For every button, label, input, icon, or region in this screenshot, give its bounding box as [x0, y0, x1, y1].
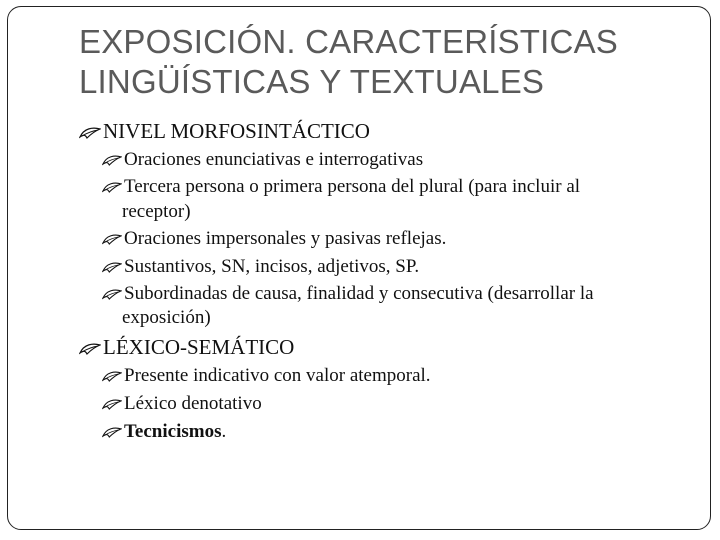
- list-item-text: Oraciones impersonales y pasivas reflejas.: [124, 228, 447, 249]
- section-heading-text: LÉXICO-SEMÁTICO: [103, 335, 295, 359]
- list-item-text: Subordinadas de causa, finalidad y consecutiva (desarrollar la: [124, 283, 594, 304]
- section-heading-text: NIVEL MORFOSINTÁCTICO: [103, 119, 370, 143]
- list-item-text: Presente indicativo con valor atemporal.: [124, 365, 431, 386]
- section-heading-morfosintactico: [79, 118, 370, 144]
- list-item-continuation: exposición): [122, 307, 211, 328]
- leaf-icon: [102, 427, 122, 438]
- list-item-text: Léxico denotativo: [124, 393, 262, 414]
- leaf-icon: [79, 127, 101, 139]
- list-item: [102, 227, 446, 251]
- leaf-icon: [102, 234, 122, 245]
- list-item-text: Tercera persona o primera persona del plural (para incluir al: [124, 176, 581, 197]
- leaf-icon: [102, 371, 122, 382]
- list-item-suffix: .: [221, 421, 227, 442]
- list-item: [102, 282, 594, 306]
- list-item-text: Sustantivos, SN, incisos, adjetivos, SP.: [124, 256, 420, 277]
- leaf-icon: [102, 262, 122, 273]
- list-item-text: Tecnicismos: [124, 421, 222, 442]
- list-item: [102, 255, 419, 279]
- section-heading-lexico: [79, 334, 294, 360]
- list-item: [102, 420, 226, 444]
- list-item: [102, 148, 423, 172]
- list-item: [102, 175, 580, 199]
- list-item: [102, 392, 262, 416]
- slide-title-line-1: EXPOSICIÓN. CARACTERÍSTICAS: [79, 23, 618, 60]
- leaf-icon: [102, 155, 122, 166]
- leaf-icon: [102, 289, 122, 300]
- list-item-continuation: receptor): [122, 201, 191, 222]
- leaf-icon: [79, 343, 101, 355]
- slide-title-line-2: LINGÜÍSTICAS Y TEXTUALES: [79, 63, 545, 100]
- list-item-text: Oraciones enunciativas e interrogativas: [124, 149, 424, 170]
- leaf-icon: [102, 182, 122, 193]
- list-item: [102, 364, 431, 388]
- leaf-icon: [102, 399, 122, 410]
